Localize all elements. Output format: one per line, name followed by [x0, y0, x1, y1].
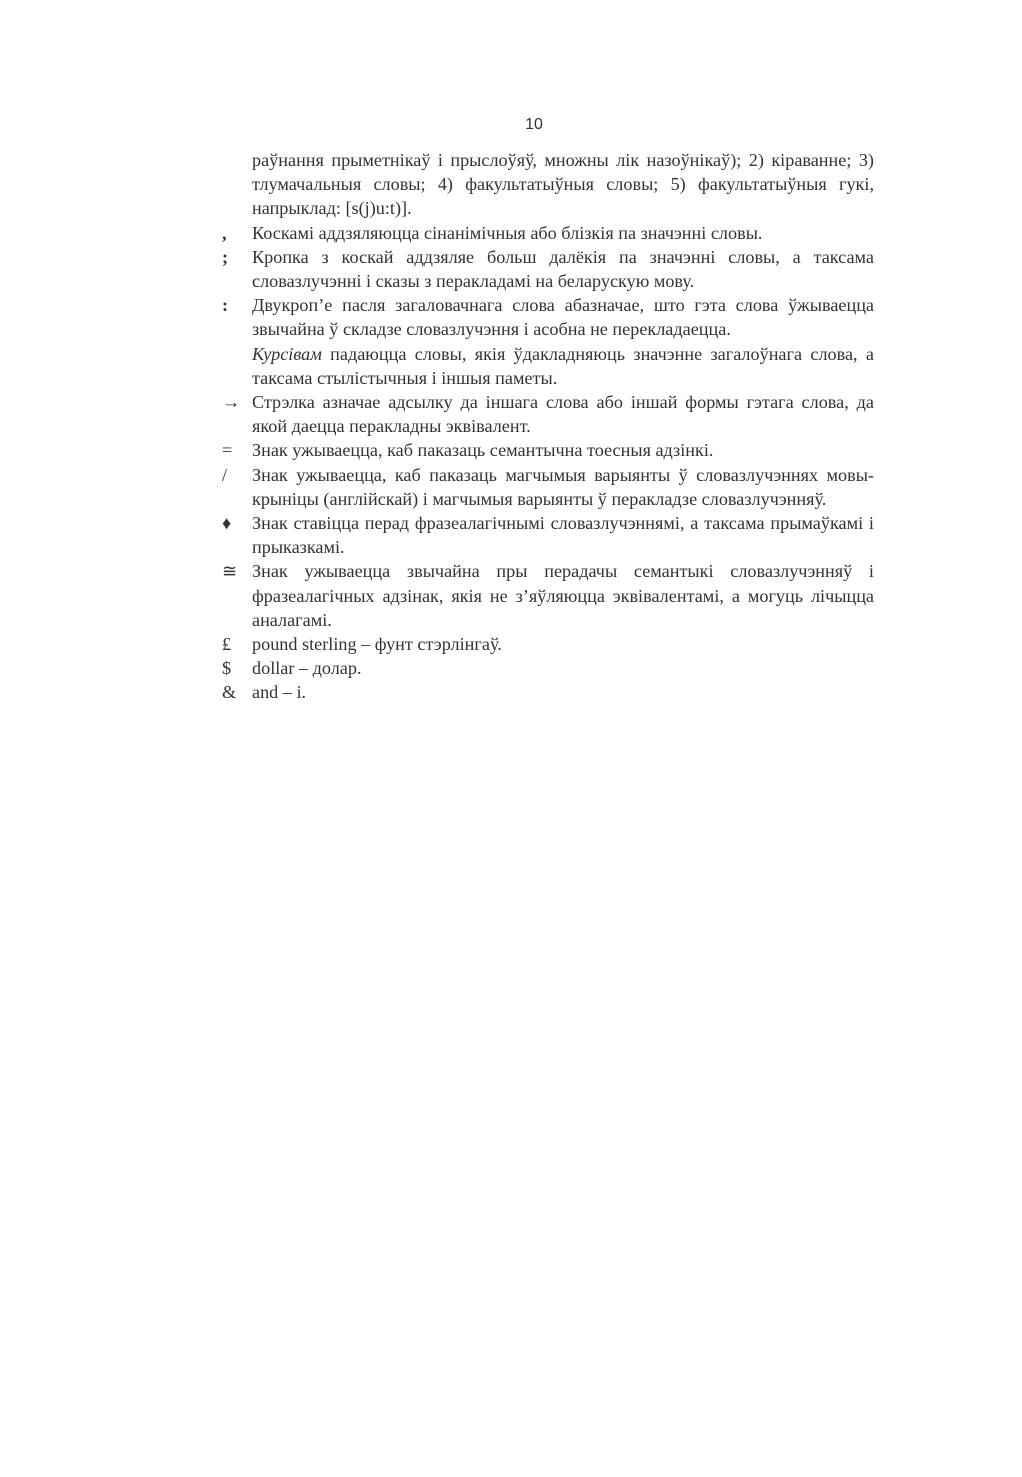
legend-entry-comma — [220, 221, 874, 245]
colon-symbol: : — [222, 295, 229, 316]
legend-text: Двукроп’е пасля загаловачнага слова абазначае, што гэта слова ўжываецца звычайна ў складзе словазлучэння і асобна не перекладаецца. — [252, 295, 874, 340]
legend-entry-semicolon — [220, 245, 874, 293]
legend-text: Знак ставіцца перад фразеалагічнымі словазлучэннямі, а таксама прымаўкамі і прыказкамі. — [252, 513, 874, 558]
comma-symbol: , — [222, 222, 227, 243]
legend-text: Знак ужываецца, каб паказаць семантычна тоесныя адзінкі. — [252, 440, 714, 461]
legend-entry-arrow — [220, 390, 874, 438]
legend-text: Коскамі аддзяляюцца сінанімічныя або блізкія па значэнні словы. — [252, 222, 763, 243]
legend-text-rest: падаюцца словы, якія ўдакладняюць значэнне загалоўнага слова, а таксама стылістычныя і іншыя паметы. — [252, 343, 874, 388]
legend-text: раўнання прыметнікаў і прыслоўяў, множны лік назоўнікаў); 2) кіраванне; 3) тлумачальныя словы; 4) факультатыўныя словы; 5) факультатыўныя гукі, напрыклад: [s(j)u:t)]. — [252, 150, 874, 219]
italic-lead-word: Курсівам — [252, 343, 322, 364]
legend-text — [252, 342, 874, 390]
legend-entry-slash — [220, 463, 874, 511]
symbol-legend — [220, 148, 874, 705]
legend-entry-ampersand — [220, 680, 874, 704]
legend-entry-dollar — [220, 656, 874, 680]
legend-text: Кропка з коскай аддзяляе больш далёкія па значэнні словы, а таксама словазлучэнні і сказы з перакладамі на беларускую мову. — [252, 246, 874, 292]
legend-text: Знак ужываецца, каб паказаць магчымыя варыянты ў словазлучэннях мовы-крыніцы (англійскай) і магчымыя варыянты ў перакладзе словазлучэнняў. — [252, 464, 874, 509]
legend-text: Знак ужываецца звычайна пры перадачы семантыкі словазлучэнняў і фразеалагічных адзінак, якія не з’яўляюцца эквівалентамі, а могуць лічыцца аналагамі. — [252, 561, 874, 630]
legend-entry-pound — [220, 632, 874, 656]
page-number: 10 — [525, 116, 543, 133]
equals-icon: = — [222, 440, 233, 461]
legend-entry-continuation — [220, 148, 874, 221]
legend-entry-equals — [220, 438, 874, 462]
slash-icon: / — [222, 464, 228, 485]
legend-text: and – і. — [252, 682, 307, 703]
legend-entry-diamond — [220, 511, 874, 559]
legend-entry-colon — [220, 293, 874, 341]
legend-entry-approx — [220, 559, 874, 632]
ampersand-icon: & — [222, 682, 237, 703]
semicolon-symbol: ; — [222, 246, 229, 267]
pound-sign-icon: ₤ — [222, 634, 232, 655]
legend-entry-italics — [220, 342, 874, 390]
legend-text: Стрэлка азначае адсылку да іншага слова або іншай формы гэтага слова, да якой даецца перакладны эквівалент. — [252, 392, 874, 437]
approximately-equal-icon: ≅ — [222, 561, 238, 582]
arrow-right-icon: → — [222, 392, 241, 413]
legend-text: dollar – долар. — [252, 658, 362, 679]
dollar-sign-icon: $ — [222, 658, 232, 679]
legend-text: pound sterling – фунт стэрлінгаў. — [252, 634, 502, 655]
diamond-icon: ♦ — [222, 513, 232, 534]
